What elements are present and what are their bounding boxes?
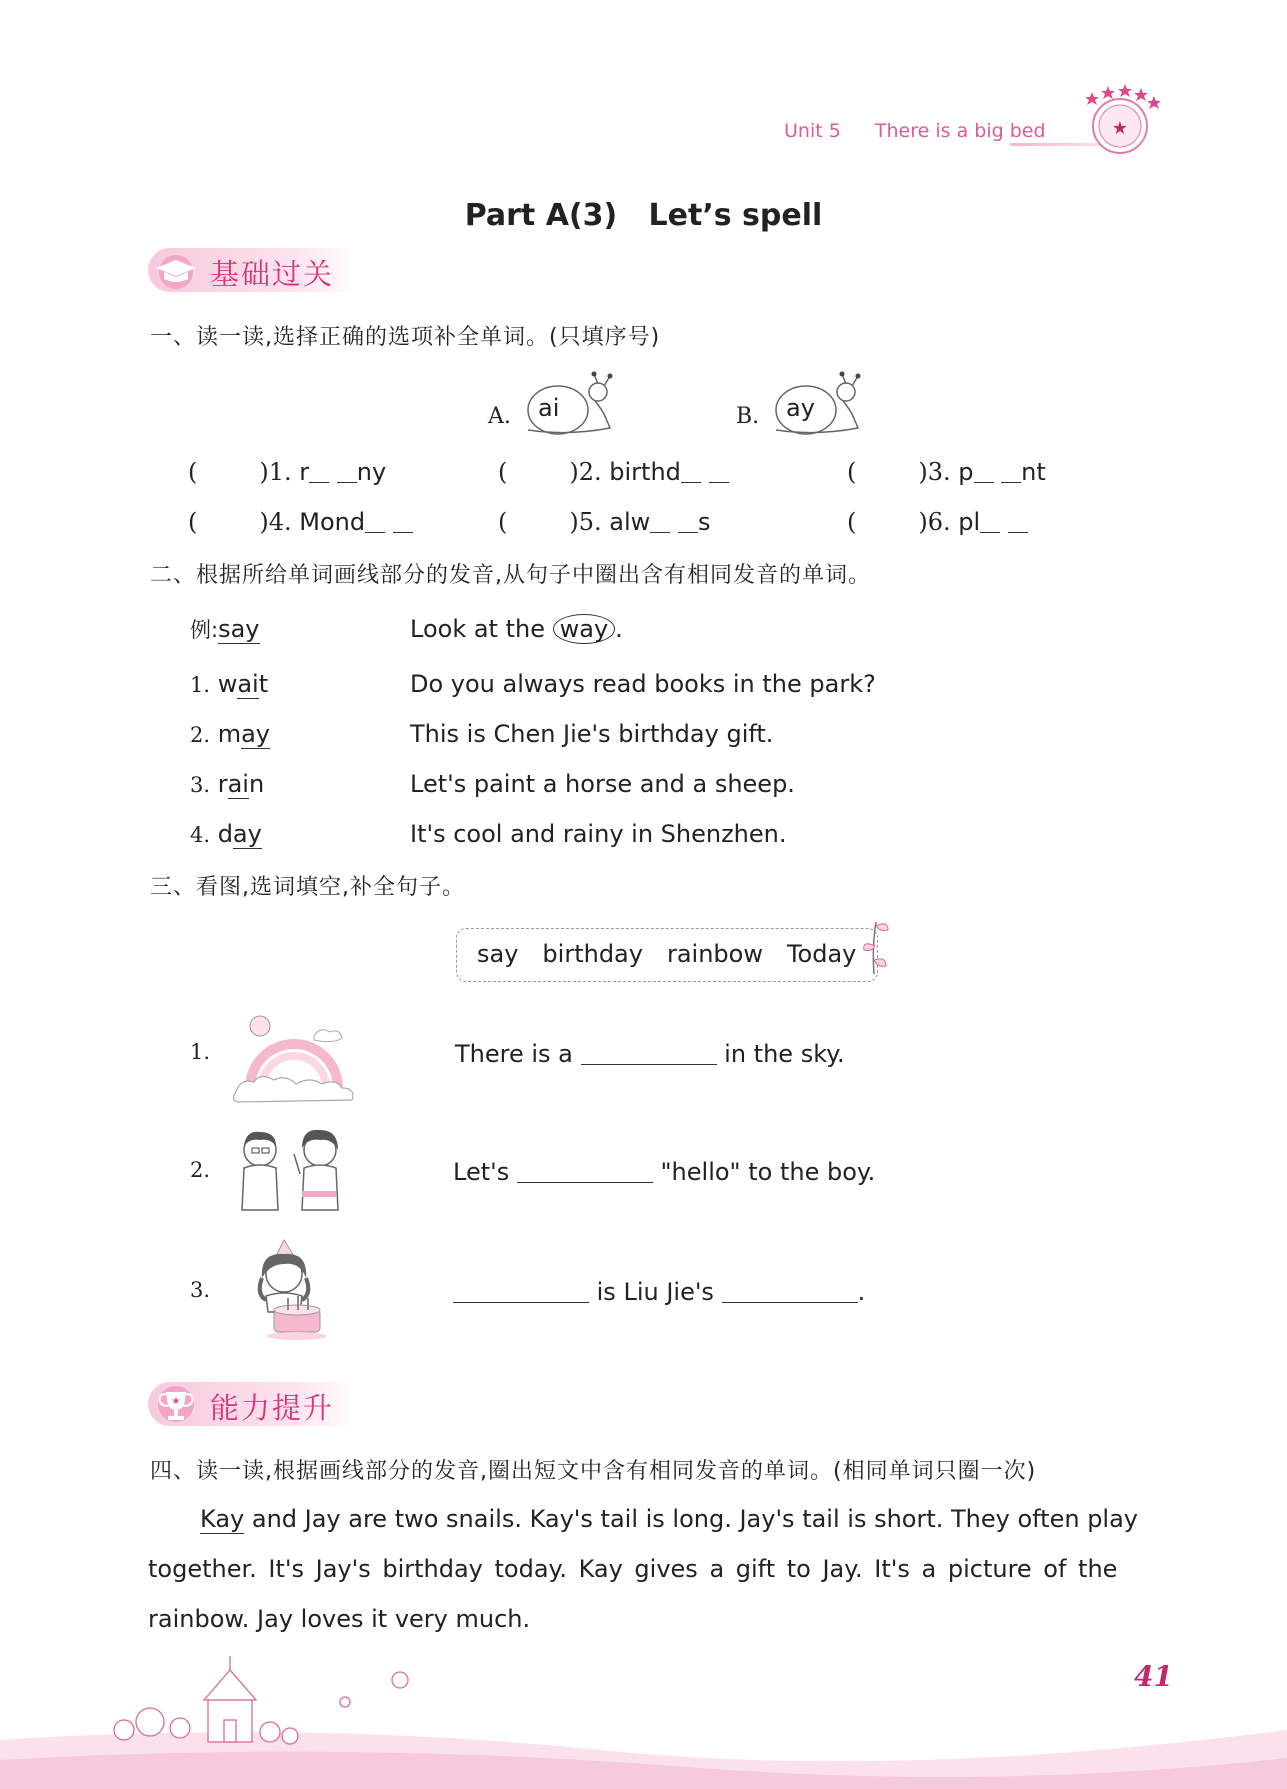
q4-passage-line[interactable]: Kay and Jay are two snails. Kay's tail is long. Jay's tail is short. They often play	[200, 1505, 1139, 1533]
q4-passage-line[interactable]: together. It's Jay's birthday today. Kay gives a gift to Jay. It's a picture of the	[148, 1555, 1118, 1583]
page-title: Part A(3) Let’s spell	[464, 198, 823, 233]
q2-word: 3. rain	[190, 770, 265, 798]
header-logo-icon	[1080, 82, 1162, 156]
q2-example-sentence: Look at the way .	[410, 615, 623, 643]
passage-underlined-word: Kay	[200, 1505, 245, 1533]
word-bank-item: say	[477, 940, 519, 968]
word-bank	[456, 928, 878, 982]
birthday-girl-picture	[240, 1238, 340, 1342]
option-a-letter: A.	[488, 404, 511, 429]
q2-word: 1. wait	[190, 670, 269, 698]
fill-blank[interactable]	[453, 1280, 589, 1303]
section-label: 能力提升	[210, 1391, 335, 1425]
fill-blank[interactable]	[517, 1160, 653, 1183]
q3-sentence: There is a in the sky.	[455, 1040, 845, 1068]
q2-word: 2. may	[190, 720, 270, 748]
q3-item-number: 3.	[190, 1278, 211, 1302]
q2-instruction: 二、根据所给单词画线部分的发音,从句子中圈出含有相同发音的单词。	[150, 563, 871, 588]
q1-item: ( )6. pl	[847, 508, 1028, 536]
flower-sprout-icon	[858, 916, 892, 976]
q4-instruction: 四、读一读,根据画线部分的发音,圈出短文中含有相同发音的单词。(相同单词只圈一次)	[150, 1459, 1037, 1484]
option-b-letter: B.	[736, 404, 760, 429]
q3-sentence: Let's "hello" to the boy.	[453, 1158, 876, 1186]
q2-sentence[interactable]: Do you always read books in the park?	[410, 670, 876, 698]
fill-blank[interactable]	[722, 1280, 858, 1303]
snail-icon	[766, 370, 866, 438]
option-a	[488, 370, 618, 440]
q3-item-number: 2.	[190, 1158, 211, 1182]
circled-word: way	[553, 614, 616, 644]
q3-item-number: 1.	[190, 1040, 211, 1064]
children-greeting-picture	[230, 1124, 350, 1216]
trophy-icon	[152, 1384, 202, 1426]
fill-blank[interactable]	[581, 1042, 717, 1065]
svg-text:★: ★	[1111, 118, 1129, 139]
page-number: 41	[1134, 1660, 1173, 1693]
unit-label: Unit 5	[784, 120, 841, 142]
q3-sentence: is Liu Jie's .	[453, 1278, 865, 1306]
q4-passage-line[interactable]: rainbow. Jay loves it very much.	[148, 1605, 531, 1633]
option-b	[736, 370, 866, 440]
section-banner-basic	[148, 248, 378, 292]
word-bank-item: Today	[786, 940, 857, 968]
svg-text:★: ★	[171, 1396, 181, 1407]
q2-sentence[interactable]: It's cool and rainy in Shenzhen.	[410, 820, 787, 848]
q1-item: ( )1. r ny	[188, 458, 387, 486]
q2-word: 4. day	[190, 820, 262, 848]
footer-wave-decoration	[0, 1640, 1287, 1789]
graduation-cap-icon	[152, 252, 202, 290]
q3-instruction: 三、看图,选词填空,补全句子。	[150, 875, 465, 900]
snail-icon	[518, 370, 618, 438]
unit-title: There is a big bed	[874, 120, 1046, 142]
rainbow-picture	[230, 1006, 360, 1106]
option-a-text: ai	[538, 394, 560, 422]
section-label: 基础过关	[210, 257, 335, 291]
q2-example-word: 例:say	[190, 615, 260, 643]
q2-sentence[interactable]: This is Chen Jie's birthday gift.	[410, 720, 774, 748]
q1-instruction: 一、读一读,选择正确的选项补全单词。(只填序号)	[150, 325, 661, 350]
running-header	[784, 120, 1046, 142]
q1-item: ( )5. alw s	[498, 508, 711, 536]
q1-item: ( )3. p nt	[847, 458, 1046, 486]
section-banner-advanced	[148, 1382, 378, 1426]
word-bank-item: rainbow	[666, 940, 763, 968]
q1-item: ( )4. Mond	[188, 508, 413, 536]
q1-item: ( )2. birthd	[498, 458, 729, 486]
word-bank-item: birthday	[542, 940, 643, 968]
q2-sentence[interactable]: Let's paint a horse and a sheep.	[410, 770, 795, 798]
option-b-text: ay	[786, 394, 815, 422]
